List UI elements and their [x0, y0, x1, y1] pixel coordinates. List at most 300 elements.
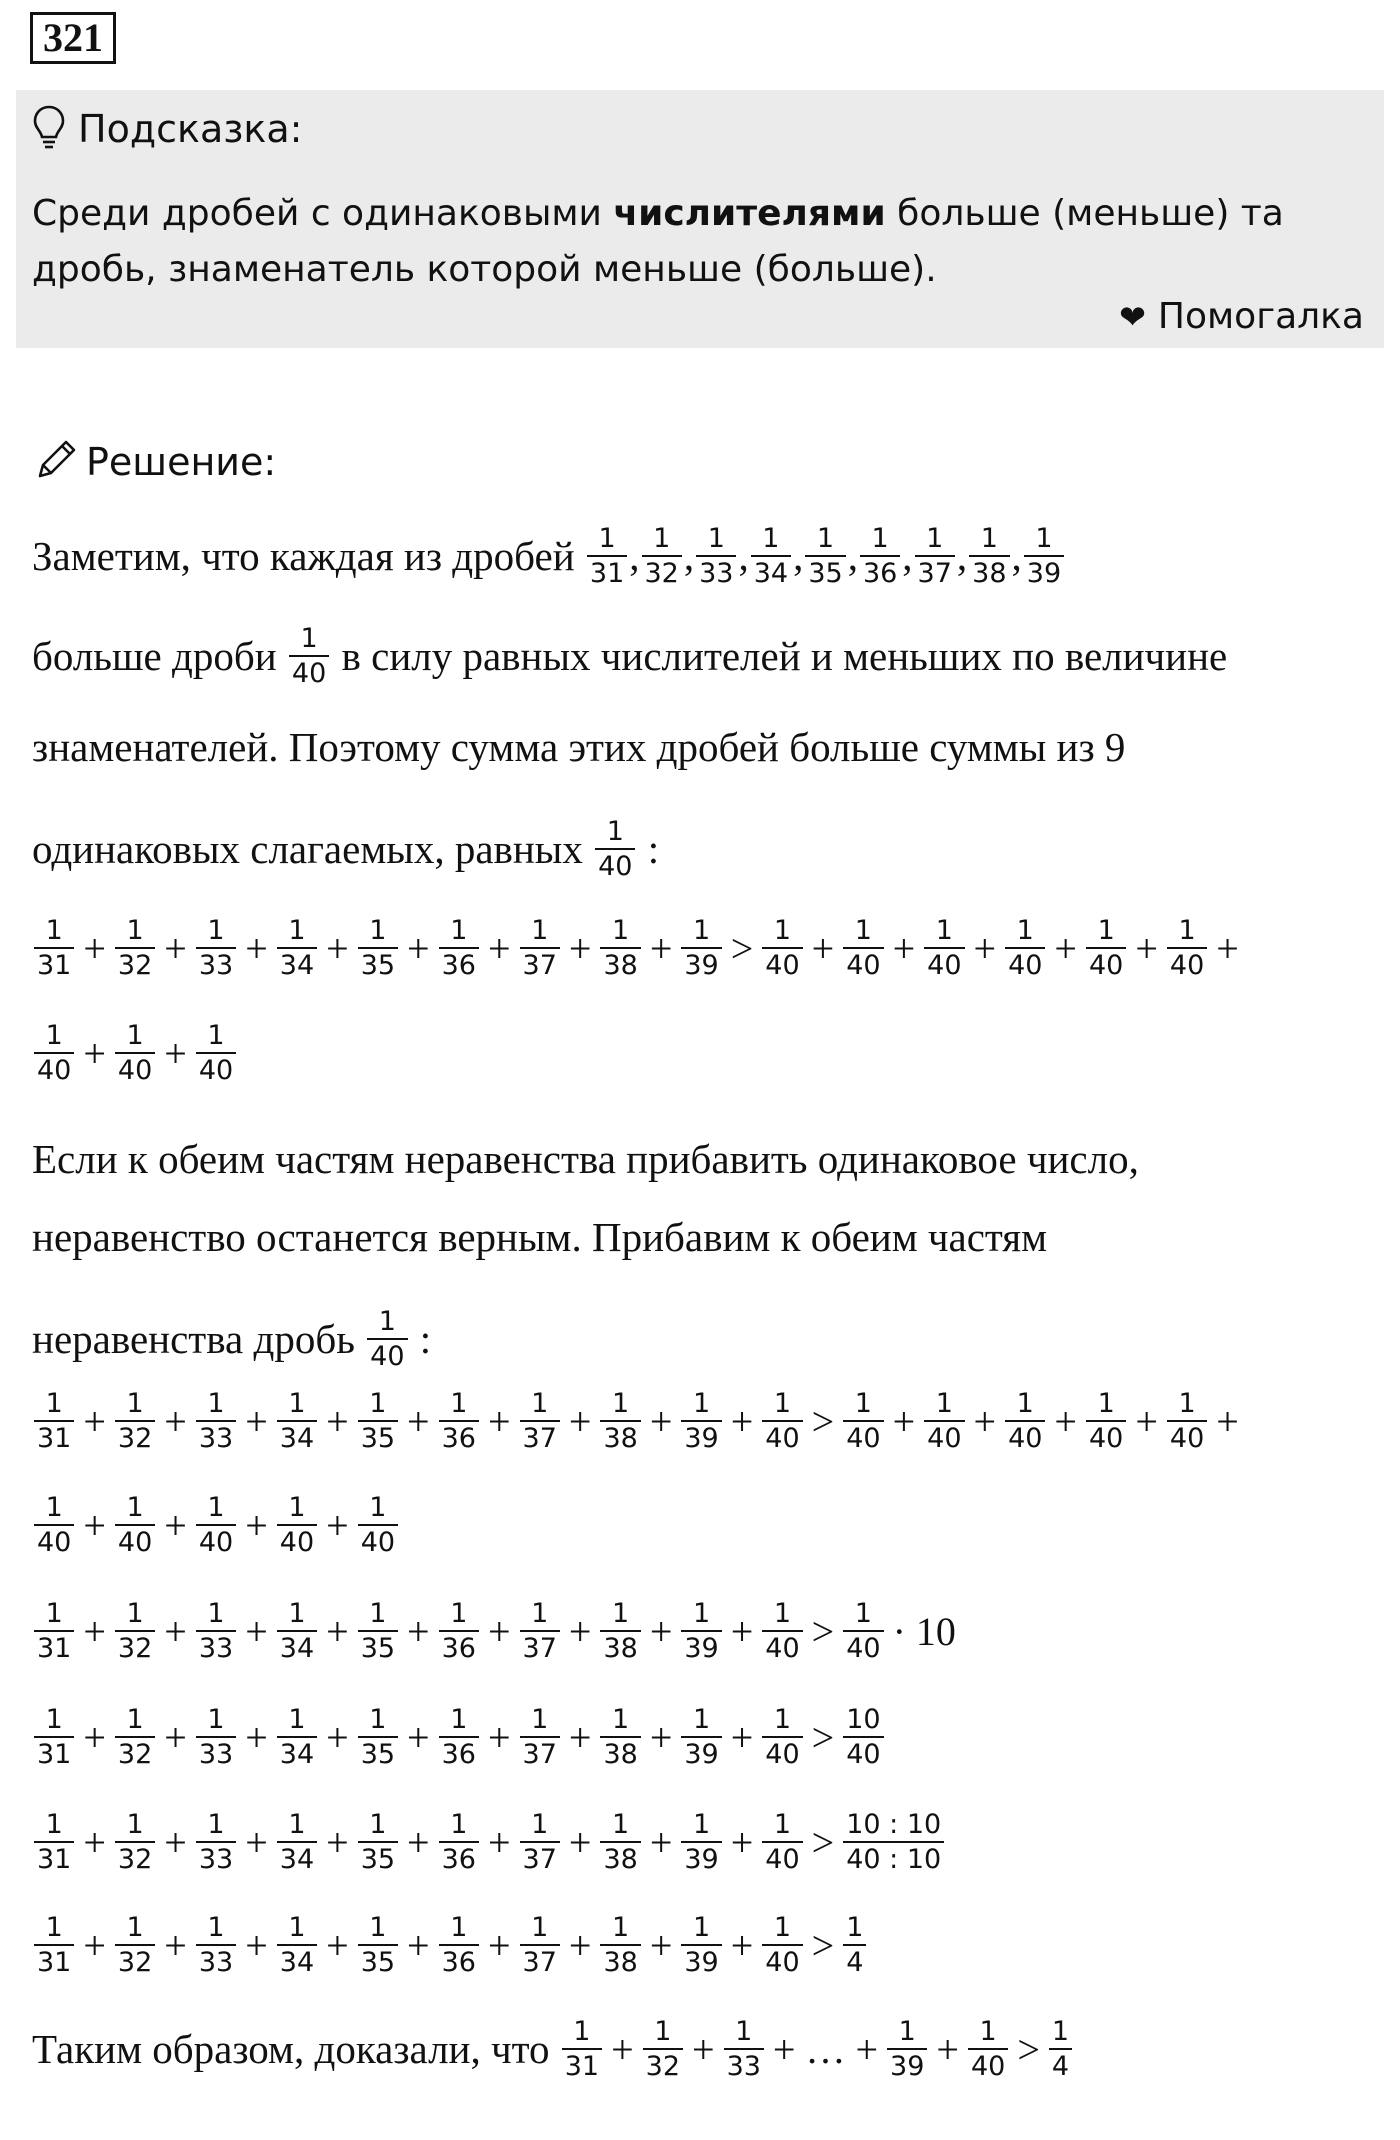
operator: >	[811, 1398, 835, 1444]
operator: +	[245, 1398, 268, 1444]
denominator: 40	[117, 1055, 153, 1086]
denominator: 39	[684, 1844, 719, 1875]
fraction	[34, 1597, 74, 1665]
denominator: 32	[117, 1633, 153, 1664]
denominator: 31	[37, 1844, 72, 1875]
fraction	[34, 914, 74, 982]
operator: +	[568, 1922, 592, 1968]
fraction	[358, 1808, 398, 1876]
operator: >	[811, 1922, 835, 1968]
fraction	[277, 1808, 317, 1876]
denominator: 35	[360, 1947, 396, 1978]
fraction	[681, 1703, 721, 1771]
denominator: 40	[598, 851, 633, 882]
operator: +	[83, 925, 106, 971]
numerator: 1	[707, 523, 725, 554]
operator: +	[83, 1922, 106, 1968]
fraction	[196, 1703, 236, 1771]
fraction	[600, 1387, 640, 1455]
fraction	[1167, 1387, 1207, 1455]
operator: +	[407, 925, 430, 971]
operator: +	[83, 1502, 106, 1548]
denominator: 34	[279, 1844, 315, 1875]
numerator: 1	[1016, 1388, 1034, 1419]
numerator: 1	[369, 1492, 387, 1523]
numerator: 1	[612, 1912, 630, 1943]
solution-line	[32, 1911, 868, 1979]
fraction	[358, 1491, 398, 1559]
hint-box	[16, 90, 1384, 348]
numerator: 1	[692, 1809, 711, 1840]
operator: +	[164, 1502, 187, 1548]
operator: +	[407, 1398, 430, 1444]
text-run: ,	[683, 533, 695, 579]
operator: +	[649, 1819, 673, 1865]
fraction	[762, 1911, 802, 1979]
denominator: 35	[360, 1423, 396, 1454]
text-run: Заметим, что каждая из дробей	[32, 533, 585, 579]
denominator: 32	[117, 950, 153, 981]
numerator: 1	[288, 1912, 306, 1943]
numerator: 1	[207, 1809, 225, 1840]
numerator: 1	[692, 1598, 711, 1629]
denominator: 38	[603, 1844, 638, 1875]
denominator: 40	[765, 950, 800, 981]
numerator: 1	[126, 1020, 144, 1051]
operator: +	[1216, 1398, 1239, 1444]
numerator: 1	[45, 1388, 63, 1419]
numerator: 1	[126, 1492, 144, 1523]
operator: +	[811, 925, 835, 971]
fraction	[1049, 2015, 1072, 2083]
fraction	[887, 2015, 927, 2083]
fraction	[843, 1808, 944, 1876]
denominator: 37	[917, 558, 952, 589]
fraction	[439, 1808, 479, 1876]
operator: +	[730, 1819, 754, 1865]
denominator: 35	[360, 1739, 396, 1770]
operator: +	[164, 925, 187, 971]
text-run: ,	[629, 533, 640, 579]
denominator: 40	[765, 1947, 800, 1978]
numerator: 1	[450, 915, 468, 946]
numerator: 1	[45, 1020, 63, 1051]
operator: >	[811, 1714, 835, 1760]
numerator: 10 : 10	[846, 1809, 942, 1840]
operator: +	[164, 1030, 187, 1076]
numerator: 1	[207, 1704, 225, 1735]
operator: +	[892, 1398, 916, 1444]
denominator: 40	[970, 2051, 1006, 2082]
denominator: 39	[684, 1633, 719, 1664]
numerator: 1	[450, 1388, 468, 1419]
numerator: 1	[980, 523, 998, 554]
denominator: 32	[117, 1423, 153, 1454]
operator: +	[487, 1714, 511, 1760]
denominator: 38	[603, 1633, 638, 1664]
operator: +	[649, 1922, 673, 1968]
numerator: 1	[531, 1704, 549, 1735]
denominator: 33	[198, 1633, 234, 1664]
operator: +	[1135, 1398, 1158, 1444]
numerator: 1	[369, 1598, 387, 1629]
text-run: неравенства дробь	[32, 1316, 366, 1362]
numerator: 1	[531, 915, 549, 946]
denominator: 33	[699, 558, 734, 589]
fraction	[196, 1491, 236, 1559]
denominator: 36	[441, 950, 476, 981]
fraction	[34, 1019, 74, 1087]
operator: +	[568, 1608, 592, 1654]
numerator: 1	[612, 1598, 630, 1629]
operator: +	[245, 925, 268, 971]
numerator: 1	[531, 1809, 549, 1840]
denominator: 36	[441, 1947, 476, 1978]
fraction	[115, 1387, 155, 1455]
numerator: 1	[612, 1809, 630, 1840]
operator: +	[326, 925, 349, 971]
fraction	[196, 1387, 236, 1455]
numerator: 1	[935, 1388, 953, 1419]
denominator: 35	[360, 950, 396, 981]
numerator: 1	[653, 523, 671, 554]
operator: >	[730, 925, 754, 971]
operator: +	[245, 1608, 268, 1654]
text-run: Таким образом, доказали, что	[32, 2026, 560, 2072]
operator: +	[649, 925, 673, 971]
operator: +	[1135, 925, 1158, 971]
text-run: одинаковых слагаемых, равных	[32, 826, 594, 872]
operator: +	[730, 1714, 754, 1760]
fraction	[600, 1597, 640, 1665]
denominator: 33	[198, 950, 234, 981]
solution-header	[32, 434, 276, 490]
numerator: 1	[692, 1704, 711, 1735]
denominator: 40	[1088, 1423, 1124, 1454]
fraction	[696, 522, 736, 590]
fraction	[969, 522, 1009, 590]
numerator: 1	[654, 2016, 672, 2047]
denominator: 39	[684, 1739, 719, 1770]
denominator: 40	[279, 1527, 315, 1558]
text-run: ,	[1011, 533, 1022, 579]
denominator: 37	[522, 950, 557, 981]
fraction	[439, 1911, 479, 1979]
fraction	[439, 1387, 479, 1455]
denominator: 40	[37, 1055, 72, 1086]
fraction	[34, 1911, 74, 1979]
numerator: 1	[1178, 1388, 1196, 1419]
text-run: знаменателей. Поэтому сумма этих дробей больше суммы из 9	[32, 724, 1126, 770]
fraction	[600, 914, 640, 982]
fraction	[277, 1597, 317, 1665]
text-run: ,	[793, 533, 804, 579]
fraction	[681, 914, 721, 982]
operator: +	[407, 1819, 430, 1865]
solution-line	[32, 1387, 1246, 1455]
numerator: 1	[898, 2016, 916, 2047]
lightbulb-icon	[32, 104, 66, 154]
fraction	[843, 1703, 883, 1771]
solution-line	[32, 1019, 238, 1087]
operator: +	[407, 1608, 430, 1654]
heart-icon: ❤	[1119, 297, 1146, 336]
numerator: 1	[773, 1912, 792, 1943]
numerator: 1	[369, 1388, 387, 1419]
operator: +	[245, 1714, 268, 1760]
operator: +	[649, 1398, 673, 1444]
fraction	[1005, 1387, 1045, 1455]
numerator: 1	[450, 1809, 468, 1840]
fraction	[562, 2015, 602, 2083]
denominator: 34	[279, 1423, 315, 1454]
text-run: ,	[847, 533, 858, 579]
solution-line	[32, 1305, 431, 1373]
text-run: :	[637, 826, 660, 872]
operator: +	[611, 2026, 634, 2072]
denominator: 39	[684, 1423, 719, 1454]
fraction	[34, 1387, 74, 1455]
denominator: 32	[644, 558, 679, 589]
fraction	[115, 1491, 155, 1559]
hint-title: Подсказка:	[78, 107, 303, 151]
operator: +	[973, 925, 997, 971]
denominator: 34	[753, 558, 789, 589]
denominator: 39	[684, 950, 719, 981]
denominator: 33	[198, 1739, 234, 1770]
numerator: 1	[45, 1809, 63, 1840]
denominator: 36	[441, 1423, 476, 1454]
numerator: 1	[531, 1598, 549, 1629]
denominator: 33	[198, 1947, 234, 1978]
numerator: 1	[369, 1912, 387, 1943]
text-run: :	[409, 1316, 432, 1362]
numerator: 1	[573, 2016, 591, 2047]
solution-line	[32, 1808, 946, 1876]
denominator: 35	[808, 558, 843, 589]
fraction	[600, 1808, 640, 1876]
fraction	[358, 1703, 398, 1771]
fraction	[520, 1703, 560, 1771]
numerator: 1	[1035, 523, 1053, 554]
text-run: в силу равных числителей и меньших по величине	[331, 633, 1228, 679]
fraction	[968, 2015, 1008, 2083]
operator: +	[973, 1398, 997, 1444]
fraction	[1086, 914, 1126, 982]
numerator: 1	[871, 523, 889, 554]
operator: +	[487, 1398, 511, 1444]
numerator: 1	[126, 1598, 144, 1629]
numerator: 1	[692, 1388, 711, 1419]
fraction	[34, 1491, 74, 1559]
operator: +	[164, 1922, 187, 1968]
denominator: 35	[360, 1633, 396, 1664]
operator: +	[1054, 1398, 1077, 1444]
numerator: 1	[207, 1388, 225, 1419]
denominator: 38	[603, 950, 638, 981]
fraction	[439, 914, 479, 982]
operator: +	[164, 1608, 187, 1654]
operator: +	[83, 1819, 106, 1865]
numerator: 1	[531, 1388, 549, 1419]
fraction	[115, 1808, 155, 1876]
numerator: 1	[207, 1912, 225, 1943]
denominator: 40	[765, 1844, 800, 1875]
numerator: 1	[606, 816, 624, 847]
fraction	[587, 522, 627, 590]
denominator: 40	[846, 1739, 881, 1770]
denominator: 38	[972, 558, 1007, 589]
denominator: 39	[684, 1947, 719, 1978]
fraction	[115, 1019, 155, 1087]
denominator: 40	[927, 1423, 962, 1454]
operator: +	[487, 925, 511, 971]
denominator: 40	[1008, 950, 1043, 981]
denominator: 38	[603, 1739, 638, 1770]
numerator: 1	[1051, 2016, 1070, 2047]
denominator: 36	[441, 1739, 476, 1770]
denominator: 40	[846, 1633, 881, 1664]
numerator: 1	[1097, 1388, 1115, 1419]
denominator: 40	[198, 1527, 234, 1558]
numerator: 1	[816, 523, 835, 554]
denominator: 31	[564, 2051, 600, 2082]
denominator: 40	[1169, 950, 1205, 981]
fraction	[520, 1597, 560, 1665]
numerator: 1	[126, 1388, 144, 1419]
operator: +	[326, 1922, 349, 1968]
numerator: 1	[369, 915, 387, 946]
fraction	[277, 1491, 317, 1559]
fraction	[115, 1911, 155, 1979]
task-number: 321	[30, 12, 116, 64]
numerator: 1	[735, 2016, 753, 2047]
operator: +	[487, 1922, 511, 1968]
denominator: 36	[441, 1633, 476, 1664]
fraction	[358, 914, 398, 982]
operator: +	[83, 1714, 106, 1760]
fraction	[843, 1597, 883, 1665]
denominator: 38	[603, 1423, 638, 1454]
numerator: 1	[288, 1598, 306, 1629]
denominator: 31	[589, 558, 625, 589]
denominator: 35	[360, 1844, 396, 1875]
fraction	[843, 914, 883, 982]
fraction	[681, 1387, 721, 1455]
fraction	[34, 1808, 74, 1876]
numerator: 1	[531, 1912, 549, 1943]
operator: +	[83, 1608, 106, 1654]
solution-line	[32, 914, 1246, 982]
denominator: 37	[522, 1947, 557, 1978]
fraction	[277, 1911, 317, 1979]
denominator: 32	[645, 2051, 680, 2082]
operator: +	[245, 1819, 268, 1865]
solution-line	[32, 1597, 963, 1665]
solution-line	[32, 1703, 886, 1771]
numerator: 1	[612, 1704, 630, 1735]
fraction	[643, 2015, 683, 2083]
fraction	[915, 522, 955, 590]
operator: +	[568, 925, 592, 971]
operator: >	[1017, 2026, 1040, 2072]
operator: +	[326, 1502, 349, 1548]
denominator: 38	[603, 1947, 638, 1978]
fraction	[1167, 914, 1207, 982]
fraction	[843, 1387, 883, 1455]
numerator: 10	[846, 1704, 881, 1735]
operator: +	[649, 1608, 673, 1654]
numerator: 1	[369, 1704, 387, 1735]
fraction	[115, 914, 155, 982]
operator: +	[936, 2026, 959, 2072]
numerator: 1	[935, 915, 953, 946]
operator: +	[649, 1714, 673, 1760]
denominator: 36	[441, 1844, 476, 1875]
operator: +	[568, 1819, 592, 1865]
numerator: 1	[207, 1598, 225, 1629]
credit-label[interactable]: Помогалка	[1157, 296, 1364, 337]
numerator: 1	[126, 1912, 144, 1943]
fraction	[439, 1597, 479, 1665]
text-run: ,	[738, 533, 749, 579]
hint-header	[32, 104, 302, 154]
denominator: 31	[37, 1423, 72, 1454]
fraction	[115, 1597, 155, 1665]
numerator: 1	[378, 1306, 396, 1337]
numerator: 1	[773, 915, 792, 946]
fraction	[924, 1387, 964, 1455]
operator: +	[892, 925, 916, 971]
denominator: 33	[726, 2051, 761, 2082]
operator: +	[730, 1608, 754, 1654]
denominator: 37	[522, 1633, 557, 1664]
fraction	[277, 914, 317, 982]
numerator: 1	[1178, 915, 1196, 946]
fraction	[751, 522, 791, 590]
numerator: 1	[450, 1704, 468, 1735]
fraction	[642, 522, 682, 590]
operator: >	[811, 1608, 835, 1654]
numerator: 1	[45, 1704, 63, 1735]
fraction	[115, 1703, 155, 1771]
solution-line	[32, 723, 1125, 771]
denominator: 40	[198, 1055, 234, 1086]
hint-credit[interactable]	[1119, 296, 1364, 337]
fraction	[196, 914, 236, 982]
denominator: 40	[117, 1527, 153, 1558]
denominator: 4	[846, 1947, 864, 1978]
denominator: 32	[117, 1947, 153, 1978]
numerator: 1	[207, 915, 225, 946]
solution-line	[32, 1491, 400, 1559]
denominator: 33	[198, 1423, 234, 1454]
denominator: 31	[37, 1633, 72, 1664]
fraction	[762, 1387, 802, 1455]
denominator: 40	[765, 1739, 800, 1770]
fraction	[860, 522, 900, 590]
numerator: 1	[773, 1704, 792, 1735]
denominator: 40 : 10	[846, 1844, 942, 1875]
solution-line	[32, 622, 1227, 690]
denominator: 39	[1026, 558, 1062, 589]
denominator: 37	[522, 1844, 557, 1875]
denominator: 36	[862, 558, 898, 589]
denominator: 40	[1008, 1423, 1043, 1454]
numerator: 1	[450, 1598, 468, 1629]
denominator: 34	[279, 1947, 315, 1978]
denominator: 37	[522, 1739, 557, 1770]
